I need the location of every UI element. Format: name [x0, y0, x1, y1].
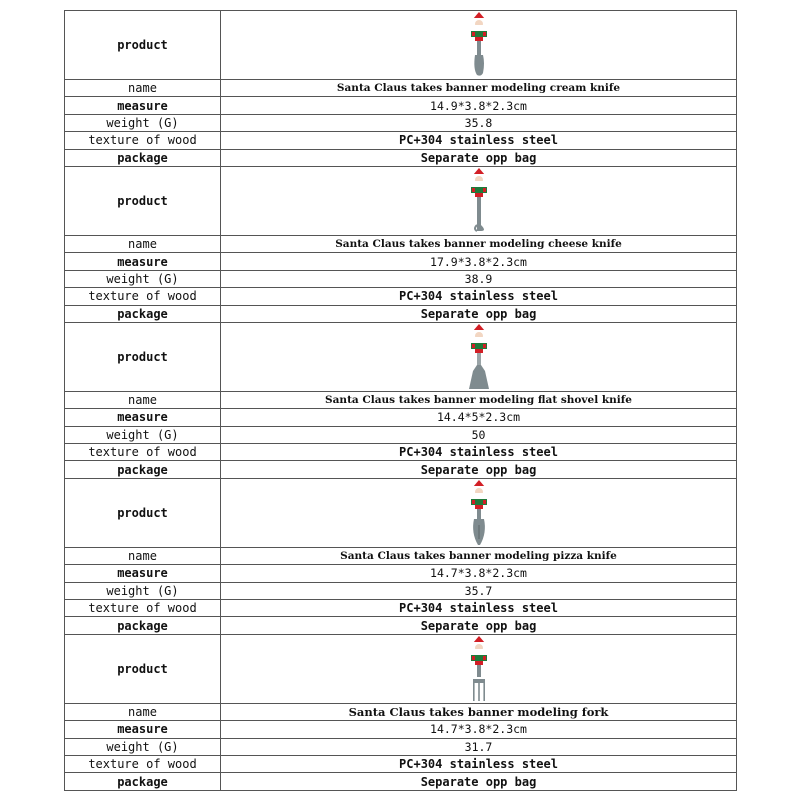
texture-label: texture of wood [65, 288, 221, 305]
product-package-row [65, 149, 737, 166]
product-texture: PC+304 stainless steel [221, 132, 737, 149]
product-weight: 31.7 [221, 738, 737, 755]
name-label: name [65, 80, 221, 97]
product-image-cell [221, 166, 737, 235]
product-name-row [65, 80, 737, 97]
product-package: Separate opp bag [221, 617, 737, 634]
product-texture-row [65, 444, 737, 461]
weight-label: weight (G) [65, 582, 221, 599]
product-label: product [65, 322, 221, 391]
measure-label: measure [65, 97, 221, 114]
product-measure: 14.4*5*2.3cm [221, 409, 737, 426]
weight-label: weight (G) [65, 738, 221, 755]
name-label: name [65, 235, 221, 252]
product-package-row [65, 773, 737, 790]
product-package: Separate opp bag [221, 773, 737, 790]
product-name-row [65, 391, 737, 408]
product-image-cell [221, 478, 737, 547]
product-measure-row [65, 97, 737, 114]
package-label: package [65, 461, 221, 478]
texture-label: texture of wood [65, 132, 221, 149]
package-label: package [65, 149, 221, 166]
santa-cream-knife-icon [463, 11, 495, 79]
santa-pizza-knife-icon [463, 479, 495, 547]
santa-fork-icon [463, 635, 495, 703]
product-weight-row [65, 114, 737, 131]
product-name: Santa Claus takes banner modeling pizza knife [221, 547, 737, 564]
product-package-row [65, 305, 737, 322]
product-measure: 14.7*3.8*2.3cm [221, 565, 737, 582]
santa-cheese-knife-icon [463, 167, 495, 235]
product-name: Santa Claus takes banner modeling cream knife [221, 80, 737, 97]
name-label: name [65, 703, 221, 720]
product-measure-row [65, 409, 737, 426]
name-label: name [65, 391, 221, 408]
product-image-cell [221, 322, 737, 391]
product-texture-row [65, 288, 737, 305]
product-package: Separate opp bag [221, 149, 737, 166]
product-image-cell [221, 634, 737, 703]
texture-label: texture of wood [65, 444, 221, 461]
product-texture-row [65, 755, 737, 772]
product-spec-table [64, 10, 737, 791]
product-measure-row [65, 565, 737, 582]
product-weight: 38.9 [221, 270, 737, 287]
measure-label: measure [65, 253, 221, 270]
product-measure: 14.7*3.8*2.3cm [221, 721, 737, 738]
product-texture-row [65, 132, 737, 149]
product-name-row [65, 547, 737, 564]
product-image-row [65, 478, 737, 547]
weight-label: weight (G) [65, 114, 221, 131]
product-package: Separate opp bag [221, 305, 737, 322]
product-label: product [65, 634, 221, 703]
product-weight: 35.7 [221, 582, 737, 599]
measure-label: measure [65, 565, 221, 582]
texture-label: texture of wood [65, 755, 221, 772]
product-texture: PC+304 stainless steel [221, 288, 737, 305]
weight-label: weight (G) [65, 270, 221, 287]
product-measure-row [65, 253, 737, 270]
product-weight-row [65, 270, 737, 287]
product-weight-row [65, 738, 737, 755]
product-label: product [65, 11, 221, 80]
product-label: product [65, 166, 221, 235]
product-texture: PC+304 stainless steel [221, 444, 737, 461]
product-texture-row [65, 600, 737, 617]
product-image-row [65, 166, 737, 235]
product-image-cell [221, 11, 737, 80]
product-weight: 35.8 [221, 114, 737, 131]
product-name: Santa Claus takes banner modeling flat shovel knife [221, 391, 737, 408]
package-label: package [65, 773, 221, 790]
product-weight-row [65, 426, 737, 443]
product-image-row [65, 11, 737, 80]
measure-label: measure [65, 721, 221, 738]
product-measure: 14.9*3.8*2.3cm [221, 97, 737, 114]
product-measure-row [65, 721, 737, 738]
product-label: product [65, 478, 221, 547]
weight-label: weight (G) [65, 426, 221, 443]
product-package-row [65, 617, 737, 634]
product-texture: PC+304 stainless steel [221, 755, 737, 772]
package-label: package [65, 617, 221, 634]
product-texture: PC+304 stainless steel [221, 600, 737, 617]
product-name-row [65, 235, 737, 252]
package-label: package [65, 305, 221, 322]
product-name-row [65, 703, 737, 720]
texture-label: texture of wood [65, 600, 221, 617]
product-image-row [65, 634, 737, 703]
product-package-row [65, 461, 737, 478]
measure-label: measure [65, 409, 221, 426]
product-measure: 17.9*3.8*2.3cm [221, 253, 737, 270]
santa-flat-shovel-knife-icon [463, 323, 495, 391]
product-weight: 50 [221, 426, 737, 443]
product-package: Separate opp bag [221, 461, 737, 478]
name-label: name [65, 547, 221, 564]
product-name: Santa Claus takes banner modeling fork [221, 703, 737, 720]
product-image-row [65, 322, 737, 391]
product-name: Santa Claus takes banner modeling cheese knife [221, 235, 737, 252]
product-weight-row [65, 582, 737, 599]
